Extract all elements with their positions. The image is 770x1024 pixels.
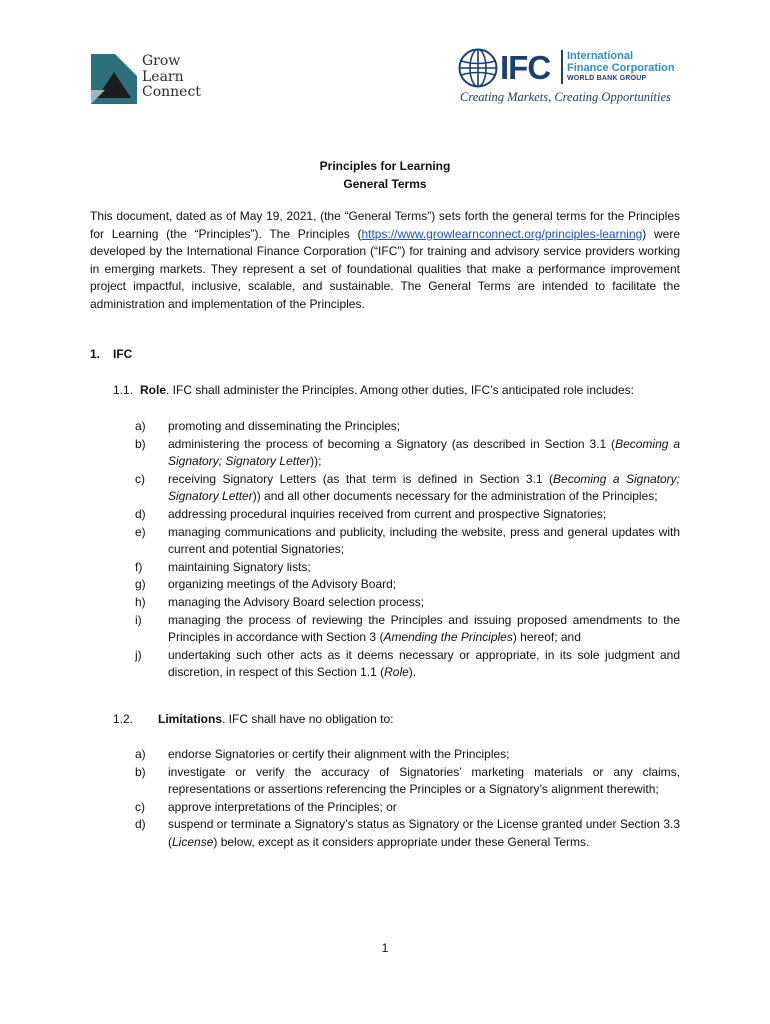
list-item-marker: a): [135, 747, 146, 761]
logo-line-connect: Connect: [142, 84, 201, 100]
list-item: [135, 436, 680, 471]
grow-learn-connect-mark-icon: [91, 54, 137, 104]
list-item-text: ) hereof; and: [512, 630, 581, 645]
list-item: [135, 612, 680, 647]
list-item: [135, 594, 680, 612]
document-title: [0, 157, 770, 193]
list-item: [135, 799, 680, 817]
list-item-marker: j): [135, 647, 142, 662]
title-line-1: Principles for Learning: [319, 159, 451, 173]
list-item-text: )) and all other documents necessary for the administration of the Principles;: [252, 489, 658, 504]
list-item-text: approve interpretations of the Principles; or: [168, 799, 397, 814]
subsection-limitations: [113, 711, 680, 729]
list-item-text: ));: [310, 454, 322, 469]
list-item-text: managing communications and publicity, including the website, press and general updates with current and potential Signatories;: [168, 524, 680, 557]
list-item-text: endorse Signatories or certify their alignment with the Principles;: [168, 747, 510, 761]
subsection-title: Limitations: [158, 712, 223, 726]
limitations-list: [135, 746, 680, 852]
globe-icon: [458, 48, 498, 88]
list-item-marker: c): [135, 471, 145, 486]
page-number: 1: [381, 941, 389, 955]
list-item-text: ) below, except as it considers appropriate under these General Terms.: [213, 834, 590, 849]
list-item-text: ).: [408, 665, 417, 680]
subsection-number: 1.2.: [113, 712, 134, 726]
logo-line-learn: Learn: [142, 68, 184, 85]
list-item-text: administering the process of becoming a Signatory (as described in Section 3.1 (: [168, 436, 616, 451]
list-item: [135, 746, 680, 764]
list-item-marker: e): [135, 524, 146, 539]
title-line-2: General Terms: [343, 177, 427, 191]
role-list: [135, 418, 680, 682]
subsection-text: . IFC shall have no obligation to:: [222, 712, 394, 726]
list-item-italic-text: License: [172, 834, 214, 849]
grow-learn-connect-logo: [91, 54, 221, 106]
list-item: [135, 559, 680, 577]
ifc-full-name: [567, 50, 675, 84]
list-item-text: maintaining Signatory lists;: [168, 559, 311, 574]
list-item-marker: a): [135, 419, 146, 433]
list-item-text: promoting and disseminating the Principles;: [168, 419, 401, 433]
ifc-logo: [458, 44, 684, 108]
list-item: [135, 647, 680, 682]
list-item: [135, 576, 680, 594]
ifc-tagline: Creating Markets, Creating Opportunities: [460, 90, 671, 104]
list-item-marker: c): [135, 799, 145, 814]
list-item-text: receiving Signatory Letters (as that term is defined in Section 3.1 (: [168, 471, 554, 486]
list-item-marker: b): [135, 764, 146, 779]
list-item-text: undertaking such other acts as it deems necessary or appropriate, in its sole judgment and discretion, in respect of this Section 1.1 (: [168, 647, 680, 680]
subsection-text: . IFC shall administer the Principles. Among other duties, IFC’s anticipated role includes:: [166, 383, 635, 397]
logo-line-grow: Grow: [142, 53, 181, 69]
list-item-text: organizing meetings of the Advisory Board;: [168, 577, 397, 592]
list-item-marker: g): [135, 577, 146, 592]
ifc-name-line-2: Finance Corporation: [567, 62, 675, 74]
ifc-wordmark: IFC: [500, 49, 551, 86]
list-item: [135, 506, 680, 524]
list-item: [135, 816, 680, 851]
list-item-text: investigate or verify the accuracy of Signatories’ marketing materials or any claims, representations or assertions referencing the Principles or a Signatory’s alignment therewith;: [168, 764, 680, 797]
logo-divider: [561, 50, 563, 84]
list-item-italic-text: Becoming a Signatory; Signatory Letter: [168, 471, 680, 504]
list-item-italic-text: Amending the Principles: [383, 630, 513, 645]
list-item-marker: f): [135, 559, 143, 574]
list-item-text: suspend or terminate a Signatory’s status as Signatory or the License granted under Section 3.3 (: [168, 817, 680, 849]
list-item-text: managing the Advisory Board selection process;: [168, 594, 425, 609]
world-bank-group-label: WORLD BANK GROUP: [567, 75, 647, 82]
list-item-italic-text: Becoming a Signatory; Signatory Letter: [168, 436, 681, 469]
section-number: 1.: [90, 347, 101, 361]
list-item: [135, 524, 680, 559]
list-item-marker: i): [135, 612, 142, 627]
list-item: [135, 764, 680, 799]
list-item: [135, 471, 680, 506]
subsection-number: 1.1.: [113, 383, 134, 397]
intro-paragraph: [90, 208, 680, 314]
intro-text-after-link: ) were developed by the International Finance Corporation (“IFC”) for training and advisory service providers working in emerging markets. They represent a set of foundational qualities that make a performance improvement project impactful, inclusive, scalable, and sustainable. The General Terms are intended to facilitate the administration and implementation of the Principles.: [90, 226, 680, 311]
list-item-marker: h): [135, 594, 146, 609]
list-item-text: addressing procedural inquiries received from current and prospective Signatories;: [168, 506, 607, 521]
ifc-name-line-1: International: [567, 50, 634, 62]
list-item-marker: d): [135, 817, 146, 832]
list-item-marker: b): [135, 436, 146, 451]
section-title: IFC: [113, 347, 133, 361]
list-item-italic-text: Role: [384, 665, 409, 680]
list-item-marker: d): [135, 506, 146, 521]
list-item: [135, 418, 680, 436]
subsection-title: Role: [140, 383, 167, 397]
list-item-text: managing the process of reviewing the Principles and issuing proposed amendments to the Principles in accordance with Section 3 (: [168, 612, 680, 645]
principles-link[interactable]: https://www.growlearnconnect.org/principles-learning: [361, 226, 643, 241]
section-heading: [90, 347, 132, 361]
intro-text-before-link: This document, dated as of May 19, 2021, (the “General Terms”) sets forth the general terms for the Principles for Learning (the “Principles”). The Principles (: [90, 209, 680, 241]
subsection-role: [113, 382, 680, 400]
